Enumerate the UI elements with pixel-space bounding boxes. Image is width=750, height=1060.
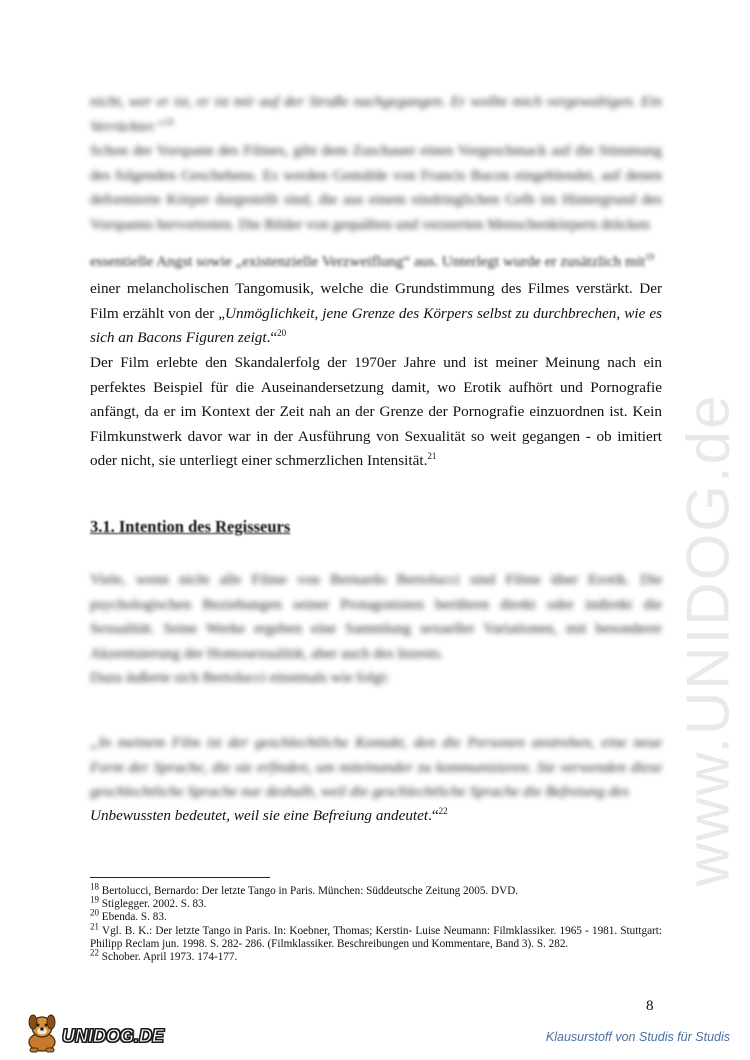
footnote-ref-18: 18 bbox=[164, 116, 174, 127]
quote-closing: .“ bbox=[428, 807, 439, 824]
logo-text: UNIDOG.DE bbox=[62, 1026, 165, 1046]
blurred-quote-continuation bbox=[90, 90, 662, 139]
blurred-quote-text: nicht, wer er ist, er ist mir auf der Straße nachgegangen. Er wollte mich vergewaltigen. Ein Verrückter.“ bbox=[90, 93, 662, 135]
footnote-20 bbox=[90, 907, 662, 924]
seam-line bbox=[90, 250, 662, 275]
quote-end: .“ bbox=[266, 329, 278, 346]
footnote-number: 19 bbox=[90, 894, 99, 905]
quote-end-text: Unbewussten bedeutet, weil sie eine Befreiung andeutet bbox=[90, 807, 429, 824]
blurred-quote: „In meinem Film ist der geschlechtliche Kontakt, den die Personen anstreben, eine neue Form der Sprache, die sie erfinden, um miteinander zu kommunizieren. Sie verwenden diese geschlechtliche Sprache nur deshalb, weil die geschlechtliche Sprache die Befreiung des bbox=[90, 734, 662, 800]
footnote-ref-21: 21 bbox=[427, 450, 437, 461]
footnote-text: Vgl. B. K.: Der letzte Tango in Paris. In: Koebner, Thomas; Kerstin- Luise Neumann: Filmklassiker. 1965 - 1981. Stuttgart: Philipp Reclam jun. 1998. S. 282- 286. (Filmklassiker. Beschreibungen und Kommentare, Band 3). S. 282. bbox=[90, 924, 662, 950]
blurred-paragraph-vorspann: Schon der Vorspann des Filmes, gibt dem Zuschauer einen Vorgeschmack auf die Stimmung des folgenden Geschehens. Es werden Gemälde von Francis Bacon eingeblendet, auf denen deformierte Körper dargestellt sind, die aus einem eindringlichen Gelb im Hintergrund des Vorspanns hervortreten. Die Bilder von gequälten und verzerrten Menschenkörpern drücken bbox=[90, 142, 662, 233]
paragraph-tangomusik bbox=[90, 277, 662, 351]
footnote-number: 20 bbox=[90, 907, 99, 918]
footnote-number: 21 bbox=[90, 920, 99, 931]
quote-end-line bbox=[90, 804, 662, 829]
footnote-ref-19: 19 bbox=[645, 251, 655, 262]
paragraph-line-start: Film erzählt von der „ bbox=[90, 304, 226, 322]
footnote-ref-20: 20 bbox=[277, 327, 287, 338]
footnote-21 bbox=[90, 920, 662, 951]
quote-unmoeglichkeit: Unmöglichkeit, jene Grenze des Körpers selbst zu durchbrechen, wie es sich an Bacons Figuren zeigt bbox=[90, 304, 662, 346]
footnote-22 bbox=[90, 947, 662, 964]
footnotes bbox=[90, 881, 662, 964]
blurred-paragraph-bertolucci: Viele, wenn nicht alle Filme von Bernardo Bertolucci sind Filme über Erotik. Die psychologischen Beziehungen seiner Protagonisten berühren direkt oder indirekt die Sexualität. Seine Werke ergeben eine Sammlung sexueller Variationen, mit besonderer Akzentuierung der Homosexualität, aber auch des Inzests. bbox=[90, 571, 662, 662]
footnote-divider bbox=[90, 877, 270, 878]
footnote-text: Bertolucci, Bernardo: Der letzte Tango in Paris. München: Süddeutsche Zeitung 2005. DVD. bbox=[101, 885, 519, 897]
footnote-18 bbox=[90, 881, 662, 898]
section-heading: 3.1. Intention des Regisseurs bbox=[90, 517, 291, 536]
dog-mascot-icon bbox=[22, 1012, 66, 1054]
blurred-intro-line: Dazu äußerte sich Bertolucci einstmals wie folgt: bbox=[90, 669, 390, 686]
footnote-number: 18 bbox=[90, 881, 99, 892]
footnote-number: 22 bbox=[90, 947, 99, 958]
paragraph-line: einer melancholischen Tangomusik, welche die Grundstimmung des Filmes verstärkt. Der bbox=[90, 280, 662, 297]
page-number: 8 bbox=[646, 998, 654, 1014]
paragraph-skandalerfolg bbox=[90, 351, 662, 474]
unidog-logo bbox=[22, 1012, 165, 1054]
footnote-text: Schober. April 1973. 174-177. bbox=[101, 951, 238, 964]
slogan: Klausurstoff von Studis für Studis bbox=[545, 1030, 730, 1044]
paragraph-text: Der Film erlebte den Skandalerfolg der 1970er Jahre und ist meiner Meinung nach ein perfektes Beispiel für die Auseinandersetzung damit, wo Erotik aufhört und Pornografie anfängt, da er im Kontext der Zeit nah an der Grenze der Pornografie einzuordnen ist. Kein Filmkunstwerk davor war in der Ausführung von Sexualität so weit gegangen - ob imitiert oder nicht, sie unterliegt einer schmerzlichen Intensität. bbox=[90, 354, 662, 469]
watermark: www.UNIDOG.de bbox=[674, 393, 742, 887]
seam-text: essentielle Angst sowie „existenzielle Verzweiflung“ aus. Unterlegt wurde er zusätzlich mit bbox=[90, 253, 646, 270]
footnote-19 bbox=[90, 894, 662, 911]
footnote-ref-22: 22 bbox=[438, 805, 448, 816]
footnote-text: Ebenda. S. 83. bbox=[101, 911, 167, 924]
footnote-text: Stiglegger. 2002. S. 83. bbox=[101, 898, 207, 911]
